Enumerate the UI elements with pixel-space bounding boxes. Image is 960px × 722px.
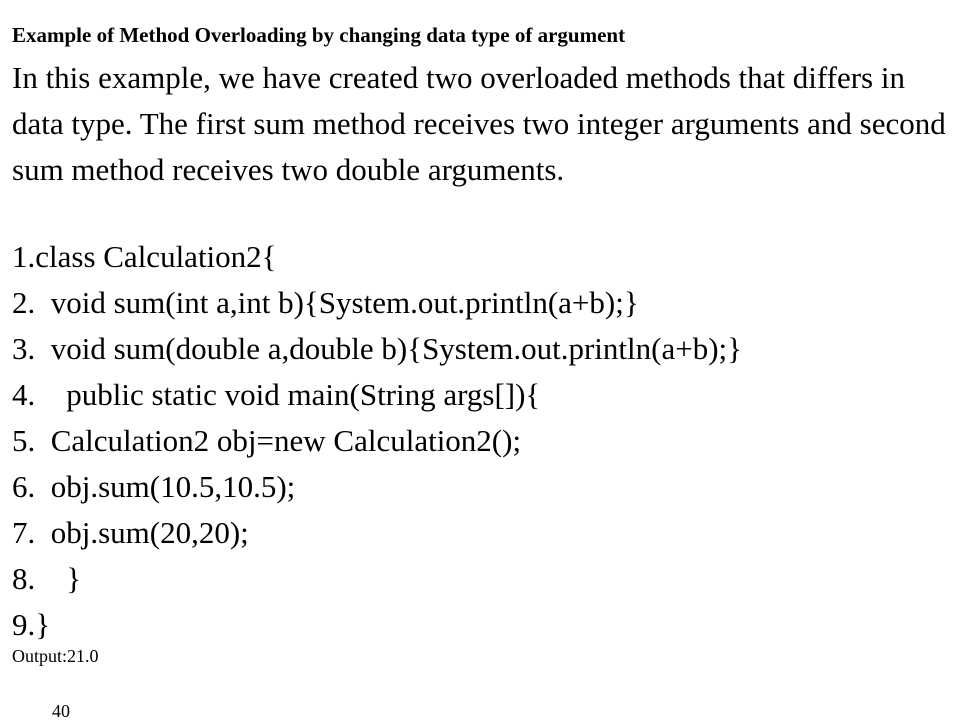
output-text: Output:21.0 <box>12 646 99 666</box>
code-line: 9.} <box>12 607 51 642</box>
code-line: 7. obj.sum(20,20); <box>12 515 249 550</box>
code-line: 4. public static void main(String args[]){ <box>12 377 541 412</box>
code-line: 3. void sum(double a,double b){System.out.println(a+b);} <box>12 331 743 366</box>
code-line: 2. void sum(int a,int b){System.out.println(a+b);} <box>12 285 639 320</box>
code-line: 8. } <box>12 561 82 596</box>
code-line: 6. obj.sum(10.5,10.5); <box>12 469 296 504</box>
page-number: 40 <box>52 701 70 721</box>
code-line: 5. Calculation2 obj=new Calculation2(); <box>12 423 522 458</box>
slide-heading: Example of Method Overloading by changing data type of argument <box>12 23 626 47</box>
intro-paragraph: In this example, we have created two overloaded methods that differs in data type. The first sum method receives two integer arguments and second sum method receives two double arguments. <box>12 60 946 187</box>
code-line: 1.class Calculation2{ <box>12 239 277 274</box>
code-listing <box>12 234 742 648</box>
